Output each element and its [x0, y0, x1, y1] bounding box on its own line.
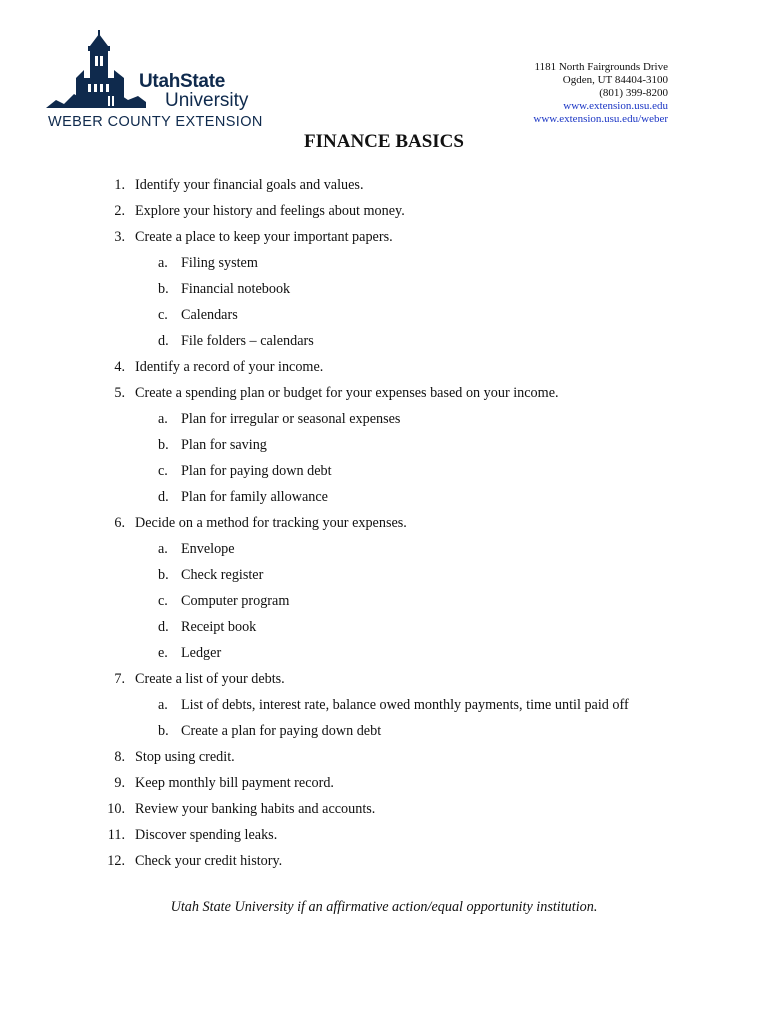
- sub-list-item: [0, 306, 768, 332]
- sub-list-item-letter: a.: [158, 541, 168, 557]
- list-item: [0, 228, 768, 254]
- list-item-text: Identify your financial goals and values.: [135, 177, 364, 193]
- logo-wordmark-university: University: [165, 90, 249, 111]
- list-item-text: Decide on a method for tracking your expenses.: [135, 515, 407, 531]
- sub-list-item-text: Check register: [181, 567, 264, 583]
- list-item-text: Check your credit history.: [135, 853, 283, 869]
- sub-list-item-text: Ledger: [181, 645, 222, 661]
- sub-list-item-letter: c.: [158, 463, 168, 479]
- sub-list-item: [0, 696, 768, 722]
- contact-address: [533, 61, 668, 126]
- sub-list-item-letter: d.: [158, 333, 169, 349]
- sub-list-item-letter: e.: [158, 645, 168, 661]
- address-phone: (801) 399-8200: [599, 87, 668, 99]
- logo-wordmark-utahstate: UtahState: [139, 71, 225, 92]
- sub-list-item-text: Computer program: [181, 593, 290, 609]
- sub-list-item-letter: c.: [158, 593, 168, 609]
- list-item-text: Explore your history and feelings about money.: [135, 203, 405, 219]
- sub-list-item-text: Financial notebook: [181, 281, 291, 297]
- list-item: [0, 514, 768, 540]
- sub-list-item: [0, 254, 768, 280]
- sub-list-item-text: Plan for irregular or seasonal expenses: [181, 411, 401, 427]
- sub-list-item: [0, 488, 768, 514]
- sub-list-item: [0, 618, 768, 644]
- list-item-number: 6.: [114, 515, 125, 531]
- sub-list-item: [0, 332, 768, 358]
- sub-list-item-text: Plan for paying down debt: [181, 463, 332, 479]
- list-item: [0, 748, 768, 774]
- address-city: Ogden, UT 84404-3100: [562, 74, 668, 86]
- list-item-number: 9.: [114, 775, 125, 791]
- sub-list-item-text: Envelope: [181, 541, 235, 557]
- sub-list-item: [0, 644, 768, 670]
- address-web-link[interactable]: www.extension.usu.edu: [563, 100, 668, 112]
- list-item: [0, 358, 768, 384]
- sub-list-item: [0, 410, 768, 436]
- sub-list-item-letter: b.: [158, 437, 169, 453]
- list-item: [0, 774, 768, 800]
- list-item-number: 12.: [107, 853, 125, 869]
- sub-list-item-text: Create a plan for paying down debt: [181, 723, 382, 739]
- sub-list-item-letter: c.: [158, 307, 168, 323]
- list-item-text: Create a list of your debts.: [135, 671, 285, 687]
- list-item-text: Review your banking habits and accounts.: [135, 801, 376, 817]
- list-item-number: 10.: [107, 801, 125, 817]
- sub-list-item: [0, 722, 768, 748]
- sub-list-item-text: File folders – calendars: [181, 333, 314, 349]
- list-item: [0, 670, 768, 696]
- list-item-number: 2.: [114, 203, 125, 219]
- list-item-text: Stop using credit.: [135, 749, 235, 765]
- sub-list-item-text: List of debts, interest rate, balance owed monthly payments, time until paid off: [181, 697, 629, 713]
- list-item: [0, 202, 768, 228]
- address-weber-link[interactable]: www.extension.usu.edu/weber: [533, 113, 668, 125]
- list-item-number: 8.: [114, 749, 125, 765]
- sub-list-item-text: Calendars: [181, 307, 238, 323]
- list-item-number: 5.: [114, 385, 125, 401]
- sub-list-item-letter: d.: [158, 489, 169, 505]
- list-item: [0, 852, 768, 878]
- sub-list-item-letter: b.: [158, 723, 169, 739]
- list-item-number: 1.: [114, 177, 125, 193]
- sub-list-item: [0, 566, 768, 592]
- sub-list-item-letter: a.: [158, 411, 168, 427]
- sub-list-item-text: Receipt book: [181, 619, 257, 635]
- sub-list-item: [0, 592, 768, 618]
- list-item-number: 11.: [107, 827, 125, 843]
- list-item-number: 3.: [114, 229, 125, 245]
- list-item-text: Create a place to keep your important papers.: [135, 229, 393, 245]
- sub-list-item-letter: a.: [158, 255, 168, 271]
- page-title: FINANCE BASICS: [304, 131, 464, 152]
- sub-list-item-letter: a.: [158, 697, 168, 713]
- sub-list-item-text: Filing system: [181, 255, 258, 271]
- logo-wordmark-county: WEBER COUNTY EXTENSION: [48, 114, 263, 130]
- list-item-text: Identify a record of your income.: [135, 359, 324, 375]
- list-item-text: Discover spending leaks.: [135, 827, 278, 843]
- list-item-text: Create a spending plan or budget for your expenses based on your income.: [135, 385, 559, 401]
- list-item-number: 7.: [114, 671, 125, 687]
- sub-list-item: [0, 280, 768, 306]
- footer-statement: Utah State University if an affirmative action/equal opportunity institution.: [170, 899, 598, 915]
- usu-logo: [46, 30, 261, 132]
- sub-list-item-text: Plan for family allowance: [181, 489, 328, 505]
- list-item-number: 4.: [114, 359, 125, 375]
- sub-list-item: [0, 436, 768, 462]
- sub-list-item-letter: d.: [158, 619, 169, 635]
- sub-list-item: [0, 540, 768, 566]
- list-item: [0, 826, 768, 852]
- list-item: [0, 800, 768, 826]
- list-item-text: Keep monthly bill payment record.: [135, 775, 334, 791]
- sub-list-item-letter: b.: [158, 567, 169, 583]
- sub-list-item: [0, 462, 768, 488]
- sub-list-item-text: Plan for saving: [181, 437, 267, 453]
- sub-list-item-letter: b.: [158, 281, 169, 297]
- list-item: [0, 176, 768, 202]
- list-item: [0, 384, 768, 410]
- address-street: 1181 North Fairgrounds Drive: [534, 61, 668, 73]
- finance-steps-list: [0, 176, 768, 878]
